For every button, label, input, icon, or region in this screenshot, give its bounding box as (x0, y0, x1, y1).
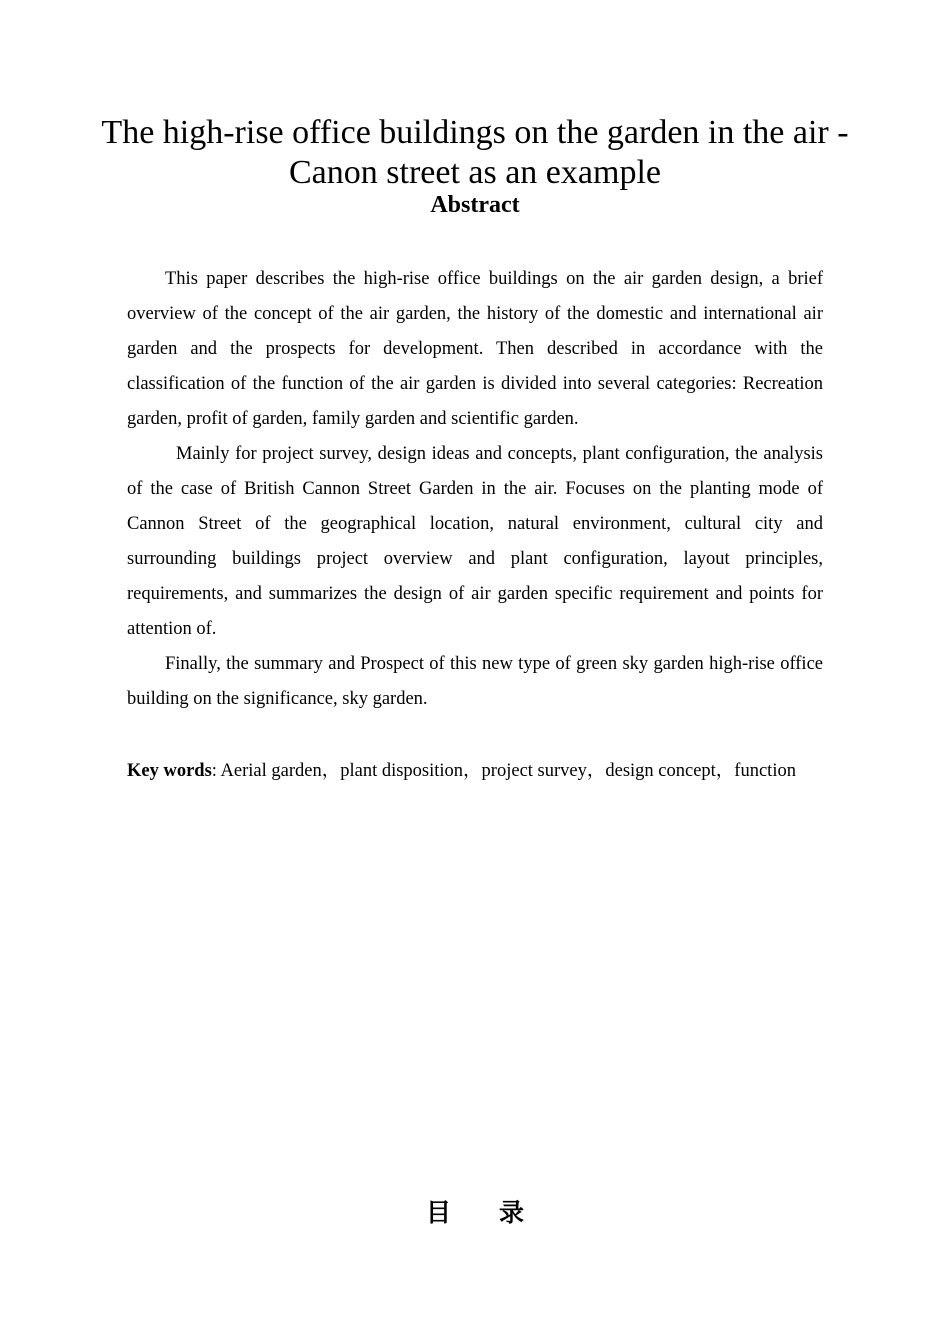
keywords-separator: : (211, 761, 221, 781)
abstract-body (127, 262, 823, 717)
document-title: The high-rise office buildings on the garden in the air - Canon street as an example (101, 114, 849, 191)
keywords-text: Aerial garden，plant disposition，project survey，design concept，function (220, 761, 796, 781)
abstract-paragraph-3: Finally, the summary and Prospect of this new type of green sky garden high-rise office building on the significance, sky garden. (127, 654, 823, 709)
keywords-line (127, 754, 847, 789)
toc-heading (100, 1196, 850, 1230)
abstract-heading: Abstract (430, 192, 520, 218)
keywords-label: Key words (127, 761, 212, 781)
toc-heading-char-2: 录 (499, 1198, 525, 1227)
abstract-paragraph-2: Mainly for project survey, design ideas and concepts, plant configuration, the analysis of the case of British Cannon Street Garden in the air. Focuses on the planting mode of Cannon Street of the geographical location, natural environment, cultural city and surrounding buildings project overview and plant configuration, layout principles, requirements, and summarizes the design of air garden specific requirement and points for attention of. (127, 444, 823, 639)
abstract-paragraph-1: This paper describes the high-rise office buildings on the air garden design, a brief overview of the concept of the air garden, the history of the domestic and international air garden and the prospects for development. Then described in accordance with the classification of the function of the air garden is divided into several categories: Recreation garden, profit of garden, family garden and scientific garden. (127, 269, 823, 429)
toc-heading-char-1: 目 (425, 1198, 451, 1227)
